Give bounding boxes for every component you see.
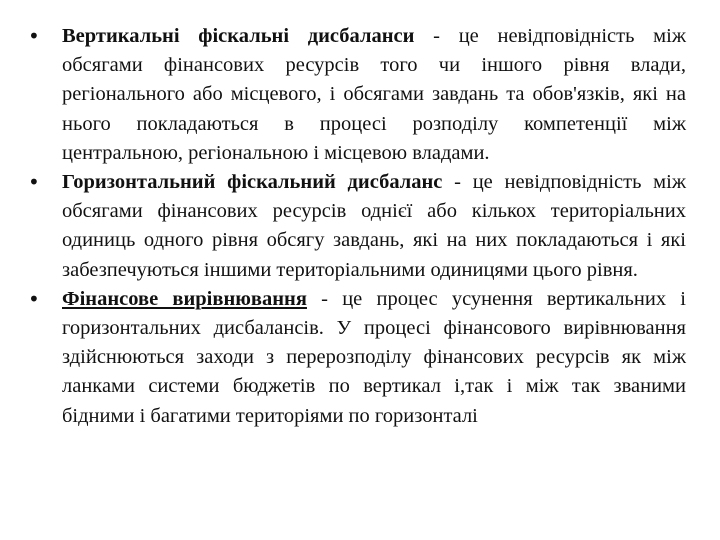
definition-vertical-imbalance: - це невідповідність між обсягами фінансових ресурсів того чи іншого рівня влади, регіонального або місцевого, і обсягами завдань та обов'язків, які на нього покладаються в процесі розподілу компетенції між центральною, регіональною і місцевою владами.: [62, 25, 686, 164]
bullet-item-horizontal-imbalance: [28, 168, 686, 285]
bullet-icon: •: [28, 24, 40, 48]
bullet-item-vertical-imbalance: [28, 22, 686, 168]
bullet-icon: •: [28, 170, 40, 195]
term-vertical-imbalance: Вертикальні фіскальні дисбаланси: [62, 25, 415, 47]
bullet-icon: •: [28, 286, 40, 311]
bullet-item-financial-equalization: [28, 285, 686, 431]
term-horizontal-imbalance: Горизонтальний фіскальний дисбаланс: [62, 171, 443, 194]
definition-financial-equalization: - це процес усунення вертикальних і горизонтальних дисбалансів. У процесі фінансового вирівнювання здійснюються заходи з перерозподілу фінансових ресурсів як між ланками системи бюджетів по вертикал і,так і між так званими бідними і багатими територіями по горизонталі: [62, 287, 687, 427]
term-financial-equalization: Фінансове вирівнювання: [62, 287, 307, 310]
bullet-list: [28, 22, 686, 431]
definition-horizontal-imbalance: - це невідповідність між обсягами фінансових ресурсів однієї або кількох територіальних одиниць одного рівня обсягу завдань, які на них покладаються і які забезпечуються іншими територіальними одиницями цього рівня.: [62, 171, 687, 281]
